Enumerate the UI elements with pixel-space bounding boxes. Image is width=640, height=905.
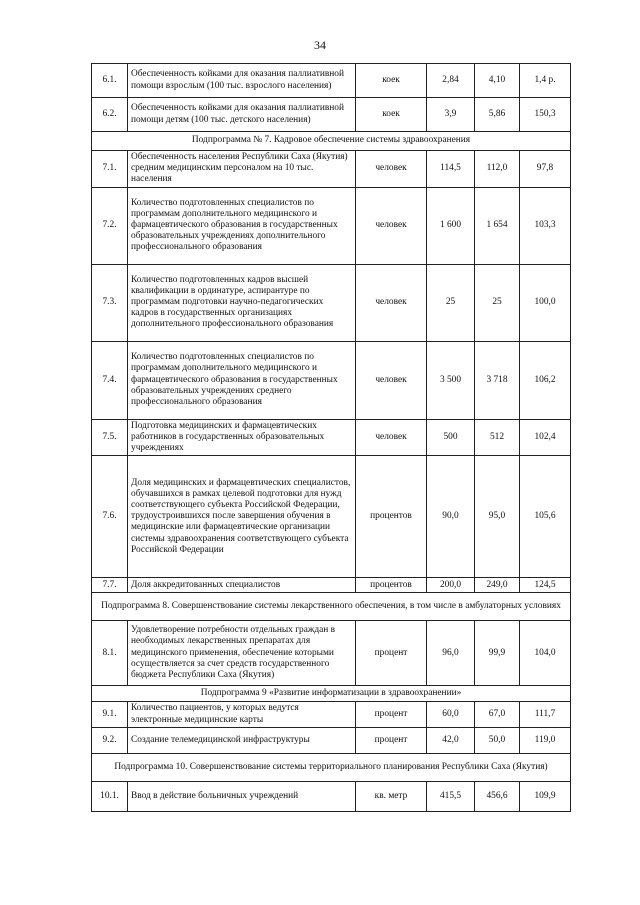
unit-cell: кв. метр [356,781,427,811]
unit-cell: человек [356,151,427,188]
planned-value: 25 [427,264,475,341]
planned-value: 500 [427,419,475,456]
planned-value: 42,0 [427,727,475,753]
actual-value: 99,9 [475,621,520,686]
section-row [92,593,571,621]
actual-value: 512 [475,419,520,456]
row-number: 7.3. [92,264,128,341]
percent-value: 111,7 [520,702,571,727]
table-row [92,702,571,727]
percent-value: 124,5 [520,578,571,593]
percent-value: 100,0 [520,264,571,341]
table-row [92,419,571,456]
row-number: 9.2. [92,727,128,753]
row-number: 7.1. [92,151,128,188]
indicator-name: Доля аккредитованных специалистов [128,578,356,593]
table-row [92,64,571,98]
unit-cell: коек [356,64,427,98]
actual-value: 112,0 [475,151,520,188]
row-number: 7.2. [92,187,128,264]
indicator-name: Обеспеченность койками для оказания паллиативной помощи детям (100 тыс. детского населения) [128,98,356,132]
row-number: 10.1. [92,781,128,811]
page-number: 34 [314,38,326,52]
planned-value: 60,0 [427,702,475,727]
section-row [92,132,571,151]
indicator-name: Удовлетворение потребности отдельных граждан в необходимых лекарственных препаратах для медицинского применения, обеспечение которыми осуществляется за счет средств государственного бюджета Республики Саха (Якутия) [128,621,356,686]
indicator-name: Доля медицинских и фармацевтических специалистов, обучавшихся в рамках целевой подготовки для нужд соответствующего субъекта Российской Федерации, трудоустроившихся после завершения обучения в медицинские или фармацевтические организации системы здравоохранения соответствующего субъекта Российской Федерации [128,456,356,578]
unit-cell: человек [356,264,427,341]
percent-value: 105,6 [520,456,571,578]
section-row [92,753,571,781]
row-number: 6.2. [92,98,128,132]
table-row [92,187,571,264]
actual-value: 249,0 [475,578,520,593]
table-row [92,98,571,132]
section-title: Подпрограмма 9 «Развитие информатизации в здравоохранении» [92,686,571,702]
planned-value: 3,9 [427,98,475,132]
actual-value: 456,6 [475,781,520,811]
row-number: 7.7. [92,578,128,593]
indicator-name: Количество подготовленных кадров высшей квалификации в ординатуре, аспирантуре по программам подготовки научно-педагогических кадров в государственных организациях дополнительного профессионального образования [128,264,356,341]
table-row [92,456,571,578]
indicator-name: Создание телемедицинской инфраструктуры [128,727,356,753]
row-number: 9.1. [92,702,128,727]
planned-value: 3 500 [427,341,475,419]
section-row [92,686,571,702]
unit-cell: человек [356,187,427,264]
section-title: Подпрограмма № 7. Кадровое обеспечение системы здравоохранения [92,132,571,151]
indicator-name: Обеспеченность койками для оказания паллиативной помощи взрослым (100 тыс. взрослого населения) [128,64,356,98]
section-title: Подпрограмма 8. Совершенствование системы лекарственного обеспечения, в том числе в амбулаторных условиях [92,593,571,621]
planned-value: 96,0 [427,621,475,686]
percent-value: 103,3 [520,187,571,264]
percent-value: 102,4 [520,419,571,456]
planned-value: 1 600 [427,187,475,264]
row-number: 7.4. [92,341,128,419]
row-number: 8.1. [92,621,128,686]
planned-value: 2,84 [427,64,475,98]
planned-value: 90,0 [427,456,475,578]
indicator-name: Подготовка медицинских и фармацевтических работников в государственных образовательных учреждениях [128,419,356,456]
unit-cell: человек [356,341,427,419]
actual-value: 25 [475,264,520,341]
percent-value: 104,0 [520,621,571,686]
row-number: 6.1. [92,64,128,98]
unit-cell: процент [356,727,427,753]
indicator-name: Количество подготовленных специалистов по программам дополнительного медицинского и фармацевтического образования в государственных образовательных учреждениях дополнительного профессионального образования [128,187,356,264]
unit-cell: процентов [356,456,427,578]
unit-cell: процент [356,702,427,727]
unit-cell: процент [356,621,427,686]
planned-value: 114,5 [427,151,475,188]
unit-cell: человек [356,419,427,456]
percent-value: 106,2 [520,341,571,419]
table-row [92,341,571,419]
indicators-table [91,63,571,812]
actual-value: 3 718 [475,341,520,419]
unit-cell: процентов [356,578,427,593]
table-row [92,578,571,593]
row-number: 7.5. [92,419,128,456]
row-number: 7.6. [92,456,128,578]
actual-value: 67,0 [475,702,520,727]
planned-value: 200,0 [427,578,475,593]
actual-value: 1 654 [475,187,520,264]
table-row [92,264,571,341]
table-row [92,781,571,811]
table-row [92,621,571,686]
percent-value: 1,4 р. [520,64,571,98]
indicator-name: Количество пациентов, у которых ведутся электронные медицинские карты [128,702,356,727]
table-row [92,151,571,188]
indicator-name: Количество подготовленных специалистов по программам дополнительного медицинского и фармацевтического образования в государственных образовательных учреждениях среднего профессионального образования [128,341,356,419]
percent-value: 97,8 [520,151,571,188]
actual-value: 50,0 [475,727,520,753]
actual-value: 5,86 [475,98,520,132]
section-title: Подпрограмма 10. Совершенствование системы территориального планирования Республики Саха (Якутия) [92,753,571,781]
actual-value: 95,0 [475,456,520,578]
planned-value: 415,5 [427,781,475,811]
percent-value: 150,3 [520,98,571,132]
table-row [92,727,571,753]
percent-value: 119,0 [520,727,571,753]
indicator-name: Обеспеченность населения Республики Саха (Якутия) средним медицинским персоналом на 10 тыс. населения [128,151,356,188]
indicator-name: Ввод в действие больничных учреждений [128,781,356,811]
unit-cell: коек [356,98,427,132]
percent-value: 109,9 [520,781,571,811]
actual-value: 4,10 [475,64,520,98]
